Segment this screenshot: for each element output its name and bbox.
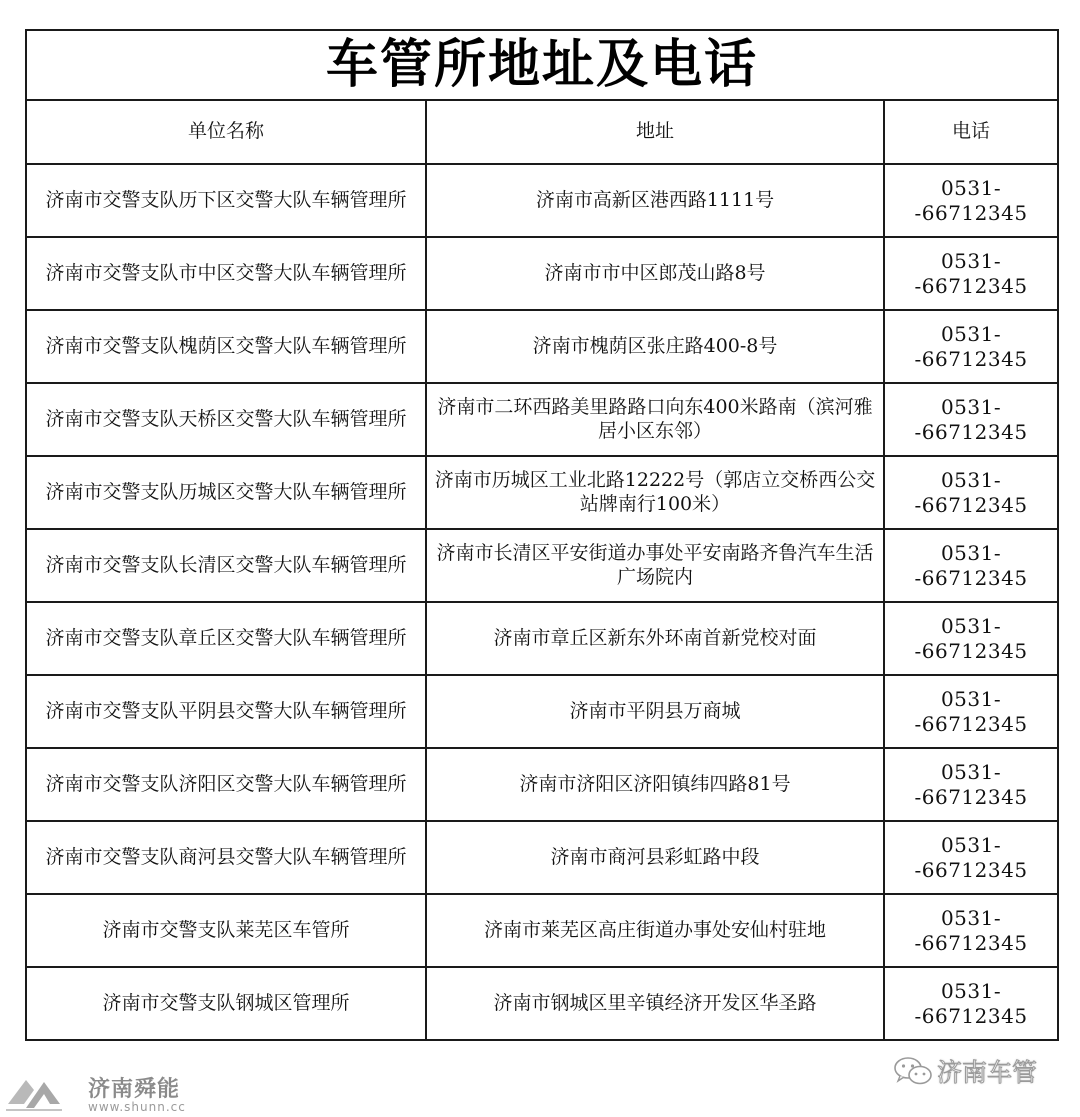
phone-cell: 0531--66712345 [884,237,1058,310]
unit-cell: 济南市交警支队历城区交警大队车辆管理所 [26,456,426,529]
shunneng-logo-icon [4,1074,64,1114]
address-cell: 济南市商河县彩虹路中段 [426,821,884,894]
site-url: www.shunn.cc [88,1100,186,1114]
address-cell: 济南市平阴县万商城 [426,675,884,748]
phone-cell: 0531--66712345 [884,383,1058,456]
unit-cell: 济南市交警支队钢城区管理所 [26,967,426,1040]
phone-cell: 0531--66712345 [884,164,1058,237]
unit-cell: 济南市交警支队章丘区交警大队车辆管理所 [26,602,426,675]
table-row [26,456,1058,529]
address-cell: 济南市市中区郎茂山路8号 [426,237,884,310]
unit-cell: 济南市交警支队天桥区交警大队车辆管理所 [26,383,426,456]
phone-cell: 0531--66712345 [884,894,1058,967]
header-address: 地址 [426,100,884,164]
phone-cell: 0531--66712345 [884,821,1058,894]
title-row [26,30,1058,100]
unit-cell: 济南市交警支队济阳区交警大队车辆管理所 [26,748,426,821]
phone-cell: 0531--66712345 [884,748,1058,821]
site-watermark [4,1068,194,1116]
wechat-icon [893,1055,933,1087]
table-row [26,164,1058,237]
table-row [26,602,1058,675]
unit-cell: 济南市交警支队槐荫区交警大队车辆管理所 [26,310,426,383]
phone-cell: 0531--66712345 [884,529,1058,602]
header-row [26,100,1058,164]
table-row [26,237,1058,310]
address-cell: 济南市长清区平安街道办事处平安南路齐鲁汽车生活广场院内 [426,529,884,602]
phone-cell: 0531--66712345 [884,675,1058,748]
header-unit: 单位名称 [26,100,426,164]
address-cell: 济南市高新区港西路1111号 [426,164,884,237]
address-cell: 济南市莱芜区高庄街道办事处安仙村驻地 [426,894,884,967]
table-row [26,529,1058,602]
unit-cell: 济南市交警支队平阴县交警大队车辆管理所 [26,675,426,748]
unit-cell: 济南市交警支队莱芜区车管所 [26,894,426,967]
unit-cell: 济南市交警支队历下区交警大队车辆管理所 [26,164,426,237]
phone-cell: 0531--66712345 [884,310,1058,383]
phone-cell: 0531--66712345 [884,602,1058,675]
account-name: 济南车管 [937,1058,1038,1087]
phone-cell: 0531--66712345 [884,967,1058,1040]
address-cell: 济南市钢城区里辛镇经济开发区华圣路 [426,967,884,1040]
unit-cell: 济南市交警支队商河县交警大队车辆管理所 [26,821,426,894]
page-title: 车管所地址及电话 [26,30,1058,100]
site-name: 济南舜能 [88,1077,181,1102]
table-row [26,821,1058,894]
address-cell: 济南市历城区工业北路12222号（郭店立交桥西公交站牌南行100米） [426,456,884,529]
office-table [25,29,1059,1041]
phone-cell: 0531--66712345 [884,456,1058,529]
address-cell: 济南市二环西路美里路路口向东400米路南（滨河雅居小区东邻） [426,383,884,456]
table-row [26,748,1058,821]
table-row [26,894,1058,967]
unit-cell: 济南市交警支队市中区交警大队车辆管理所 [26,237,426,310]
account-watermark [893,1053,1037,1089]
address-cell: 济南市章丘区新东外环南首新党校对面 [426,602,884,675]
address-cell: 济南市济阳区济阳镇纬四路81号 [426,748,884,821]
table-row [26,967,1058,1040]
table-row [26,310,1058,383]
unit-cell: 济南市交警支队长清区交警大队车辆管理所 [26,529,426,602]
table-row [26,383,1058,456]
address-cell: 济南市槐荫区张庄路400-8号 [426,310,884,383]
header-phone: 电话 [884,100,1058,164]
table-row [26,675,1058,748]
